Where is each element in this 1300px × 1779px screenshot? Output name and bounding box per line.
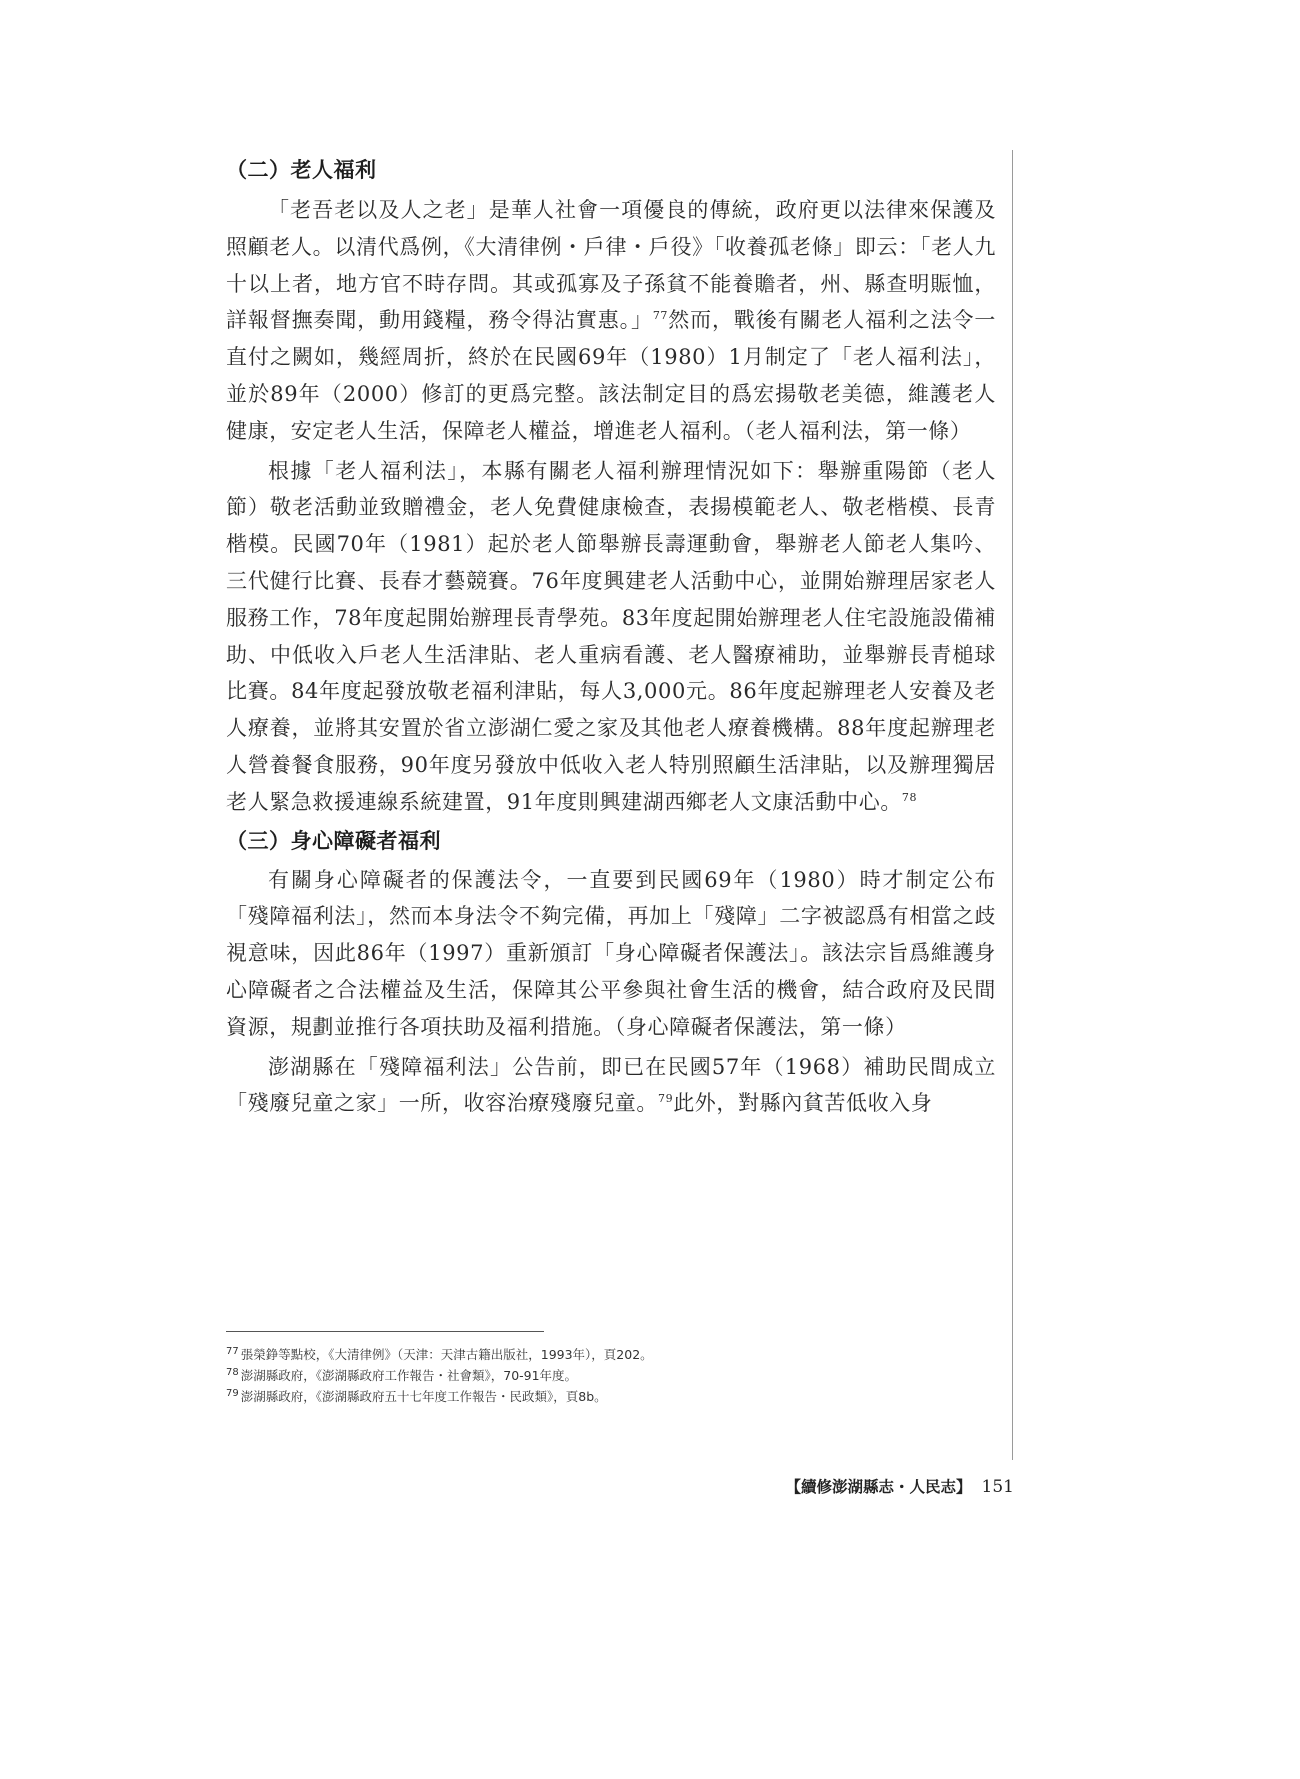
footnote-item [226, 1344, 1006, 1365]
page-body [226, 152, 996, 1122]
footnote-text: 澎湖縣政府，《澎湖縣政府五十七年度工作報告・民政類》，頁8b。 [240, 1389, 607, 1404]
paragraph-text: 然而，戰後有關老人福利之法令一直付之闕如，幾經周折，終於在民國69年（1980）1月制定了「老人福利法」，並於89年（2000）修訂的更爲完整。該法制定目的爲宏揚敬老美德，維護老人健康，安定老人生活，保障老人權益，增進老人福利。（老人福利法，第一條） [226, 308, 996, 443]
section-heading-disability-welfare: （三）身心障礙者福利 [226, 827, 441, 853]
footnote-text: 張榮錚等點校，《大清律例》（天津：天津古籍出版社，1993年），頁202。 [240, 1347, 653, 1362]
series-title: 【續修澎湖縣志・人民志】 [785, 1477, 972, 1496]
paragraph [226, 192, 996, 450]
paragraph [226, 862, 996, 1046]
footnote-number: 78 [226, 1366, 239, 1378]
footnote-ref[interactable]: 78 [901, 790, 918, 804]
footnote-separator [226, 1331, 544, 1332]
footnote-ref[interactable]: 77 [652, 309, 669, 323]
footnote-item [226, 1386, 1006, 1407]
paragraph-text: 有關身心障礙者的保護法令，一直要到民國69年（1980）時才制定公布「殘障福利法」，然而本身法令不夠完備，再加上「殘障」二字被認爲有相當之歧視意味，因此86年（1997）重新頒訂「身心障礙者保護法」。該法宗旨爲維護身心障礙者之合法權益及生活，保障其公平參與社會生活的機會，結合政府及民間資源，規劃並推行各項扶助及福利措施。（身心障礙者保護法，第一條） [226, 867, 996, 1039]
paragraph-text: 此外，對縣內貧苦低收入身 [673, 1091, 933, 1116]
footnote-number: 77 [226, 1345, 239, 1357]
paragraph-text: 根據「老人福利法」，本縣有關老人福利辦理情況如下：舉辦重陽節（老人節）敬老活動並致贈禮金，老人免費健康檢查，表揚模範老人、敬老楷模、長青楷模。民國70年（1981）起於老人節舉辦長壽運動會，舉辦老人節老人集吟、三代健行比賽、長春才藝競賽。76年度興建老人活動中心，並開始辦理居家老人服務工作，78年度起開始辦理長青學苑。83年度起開始辦理老人住宅設施設備補助、中低收入戶老人生活津貼、老人重病看護、老人醫療補助，並舉辦長青槌球比賽。84年度起發放敬老福利津貼，每人3,000元。86年度起辦理老人安養及老人療養，並將其安置於省立澎湖仁愛之家及其他老人療養機構。88年度起辦理老人營養餐食服務，90年度另發放中低收入老人特別照顧生活津貼，以及辦理獨居老人緊急救援連線系統建置，91年度則興建湖西鄉老人文康活動中心。 [226, 458, 996, 814]
paragraph-text: 澎湖縣在「殘障福利法」公告前，即已在民國57年（1968）補助民間成立「殘廢兒童之家」一所，收容治療殘廢兒童。 [226, 1054, 996, 1116]
footnote-text: 澎湖縣政府，《澎湖縣政府工作報告・社會類》，70-91年度。 [240, 1368, 578, 1383]
footnote-item [226, 1365, 1006, 1386]
page-number: 151 [981, 1477, 1014, 1497]
margin-rule [1012, 150, 1013, 1460]
paragraph-text: 「老吾老以及人之老」是華人社會一項優良的傳統，政府更以法律來保護及照顧老人。以清代爲例，《大清律例・戶律・戶役》「收養孤老條」即云：「老人九十以上者，地方官不時存問。其或孤寡及子孫貧不能養贍者，州、縣查明賑恤，詳報督撫奏聞，動用錢糧，務令得沾實惠。」 [226, 198, 996, 333]
footnote-ref[interactable]: 79 [658, 1092, 674, 1106]
footnotes [226, 1344, 1006, 1407]
page-footer [786, 1475, 1014, 1497]
footnote-number: 79 [226, 1387, 239, 1399]
paragraph [226, 453, 996, 821]
paragraph [226, 1049, 996, 1123]
section-heading-elderly-welfare: （二）老人福利 [226, 157, 377, 182]
